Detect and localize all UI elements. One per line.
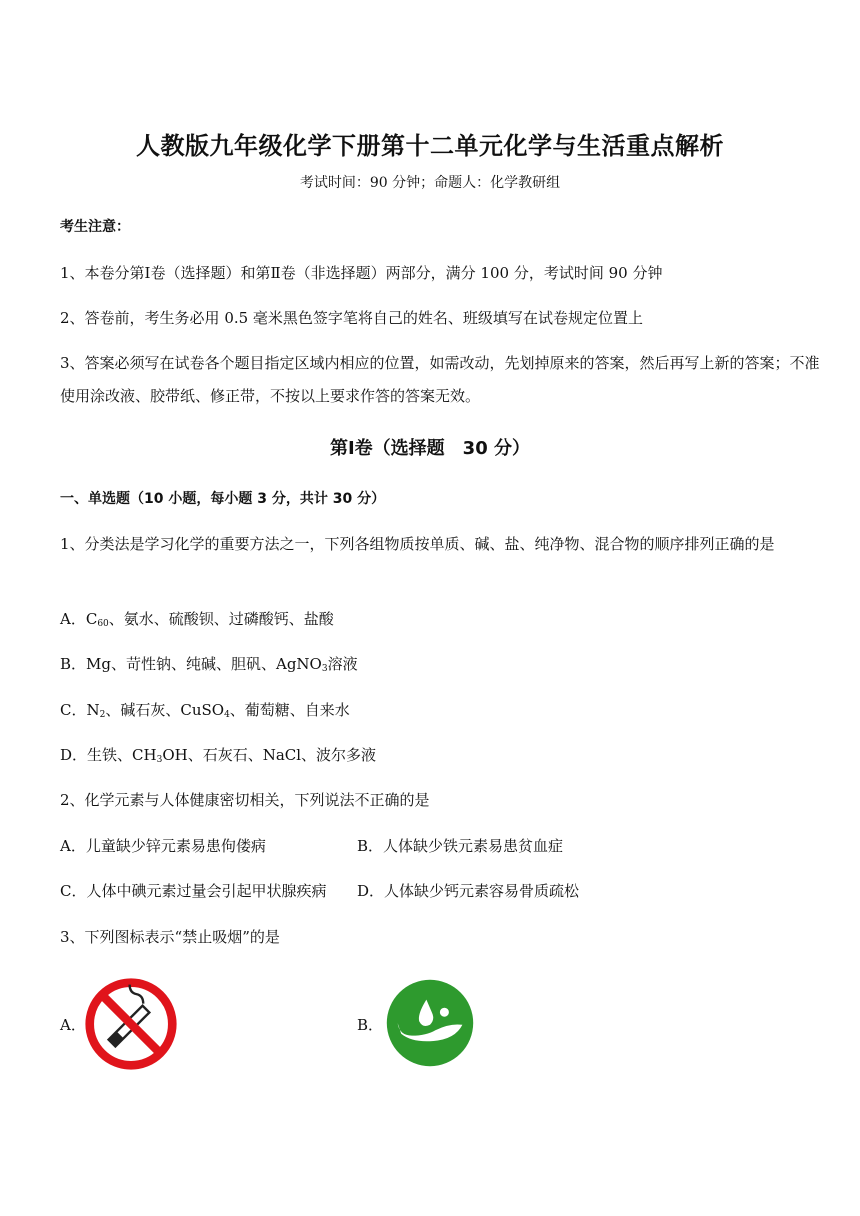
option-text: C．N (60, 701, 100, 719)
subscript: 60 (97, 619, 109, 629)
question-3-stem: 3、下列图标表示“禁止吸烟”的是 (60, 928, 280, 946)
option-text: D．生铁、CH (60, 746, 157, 764)
question-2-option-d[interactable]: D．人体缺少钙元素容易骨质疏松 (357, 882, 580, 900)
notes-heading: 考生注意： (60, 219, 130, 235)
question-1-option-b[interactable] (60, 653, 358, 680)
subscript: 3 (156, 755, 163, 765)
option-text: OH、石灰石、NaCl、波尔多液 (162, 746, 377, 764)
question-1-stem: 1、分类法是学习化学的重要方法之一，下列各组物质按单质、碱、盐、纯净物、混合物的顺序排列正确的是 (60, 535, 775, 553)
option-text: B．Mg、苛性钠、纯碱、胆矾、AgNO (60, 655, 322, 673)
subscript: 3 (321, 664, 328, 674)
option-text: 、氨水、硫酸钡、过磷酸钙、盐酸 (108, 610, 334, 628)
question-3-option-b-label[interactable]: B． (357, 1016, 384, 1034)
subscript: 4 (224, 710, 230, 720)
question-2-option-b[interactable]: B．人体缺少铁元素易患贫血症 (357, 837, 564, 855)
question-1-option-c[interactable] (60, 699, 350, 726)
question-1-option-d[interactable] (60, 744, 376, 771)
note-item-1: 1、本卷分第Ⅰ卷（选择题）和第Ⅱ卷（非选择题）两部分，满分 100 分，考试时间 90 分钟 (60, 264, 663, 282)
question-2-option-c[interactable]: C．人体中碘元素过量会引起甲状腺疾病 (60, 882, 327, 900)
option-text: 、碱石灰、CuSO (105, 701, 225, 719)
note-item-3: 3、答案必须写在试卷各个题目指定区域内相应的位置，如需改动，先划掉原来的答案，然后再写上新的答案；不准使用涂改液、胶带纸、修正带，不按以上要求作答的答案无效。 (60, 354, 820, 405)
water-saving-icon[interactable] (385, 978, 475, 1068)
option-text: 、葡萄糖、自来水 (229, 701, 350, 719)
part-heading: 一、单选题（10 小题，每小题 3 分，共计 30 分） (60, 491, 386, 507)
option-text: 溶液 (327, 655, 358, 673)
section-title: 第Ⅰ卷（选择题 30 分） (329, 438, 530, 459)
no-smoking-icon[interactable] (83, 976, 179, 1072)
note-item-2: 2、答卷前，考生务必用 0.5 毫米黑色签字笔将自己的姓名、班级填写在试卷规定位置上 (60, 309, 643, 327)
option-text: A．C (60, 610, 98, 628)
question-2-stem: 2、化学元素与人体健康密切相关，下列说法不正确的是 (60, 791, 430, 809)
question-3-option-a-label[interactable]: A． (60, 1016, 86, 1034)
question-2-option-a[interactable]: A．儿童缺少锌元素易患佝偻病 (60, 837, 266, 855)
question-1-option-a[interactable] (60, 608, 334, 635)
page-title: 人教版九年级化学下册第十二单元化学与生活重点解析 (136, 132, 724, 160)
subscript: 2 (99, 710, 106, 720)
exam-info: 考试时间：90 分钟；命题人：化学教研组 (299, 175, 561, 191)
